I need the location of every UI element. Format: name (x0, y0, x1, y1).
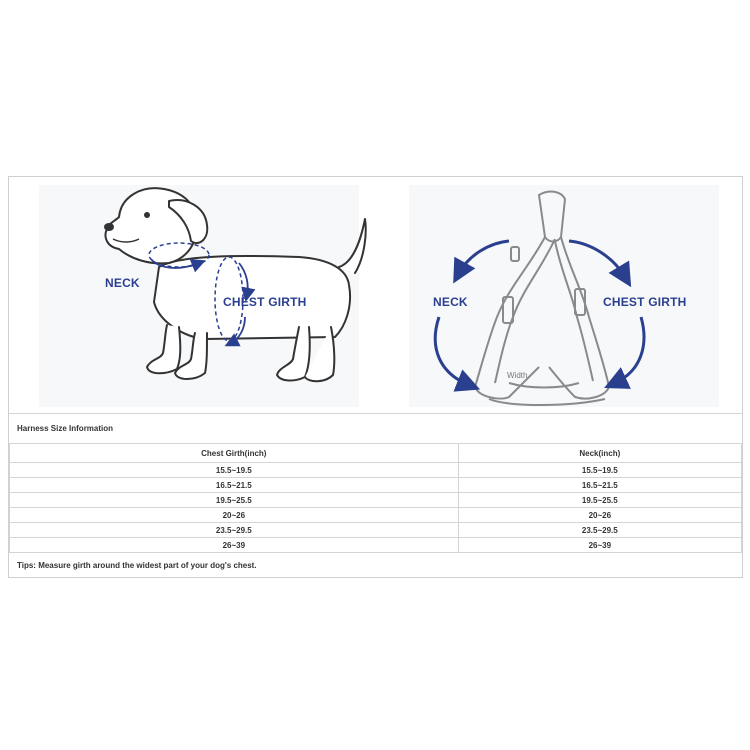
tips-text: Tips: Measure girth around the widest part of your dog's chest. (17, 561, 257, 570)
chest-cell: 26~39 (10, 538, 459, 553)
size-guide-panel (8, 176, 743, 578)
size-table (9, 443, 742, 553)
table-row (10, 523, 742, 538)
table-row (10, 508, 742, 523)
tips-row (9, 552, 742, 577)
chest-cell: 23.5~29.5 (10, 523, 459, 538)
dog-eye (144, 212, 150, 218)
neck-cell: 23.5~29.5 (458, 523, 741, 538)
column-header-neck: Neck(inch) (458, 444, 741, 463)
chest-cell: 16.5~21.5 (10, 478, 459, 493)
size-info-title: Harness Size Information (17, 424, 114, 433)
table-row (10, 463, 742, 478)
chest-cell: 15.5~19.5 (10, 463, 459, 478)
table-header-row (10, 444, 742, 463)
neck-cell: 26~39 (458, 538, 741, 553)
harness-neck-label: NECK (433, 295, 468, 309)
table-row (10, 493, 742, 508)
neck-cell: 16.5~21.5 (458, 478, 741, 493)
dog-nose (104, 223, 114, 231)
chest-cell: 20~26 (10, 508, 459, 523)
dog-neck-label: NECK (105, 276, 140, 290)
neck-cell: 19.5~25.5 (458, 493, 741, 508)
illustration-area (9, 177, 742, 413)
column-header-chest: Chest Girth(inch) (10, 444, 459, 463)
size-info-title-row (9, 413, 742, 443)
chest-cell: 19.5~25.5 (10, 493, 459, 508)
neck-cell: 20~26 (458, 508, 741, 523)
dog-chest-girth-label: CHEST GIRTH (223, 295, 307, 309)
table-row (10, 538, 742, 553)
table-row (10, 478, 742, 493)
harness-chest-girth-label: CHEST GIRTH (603, 295, 687, 309)
harness-width-label: Width (507, 371, 528, 380)
neck-cell: 15.5~19.5 (458, 463, 741, 478)
